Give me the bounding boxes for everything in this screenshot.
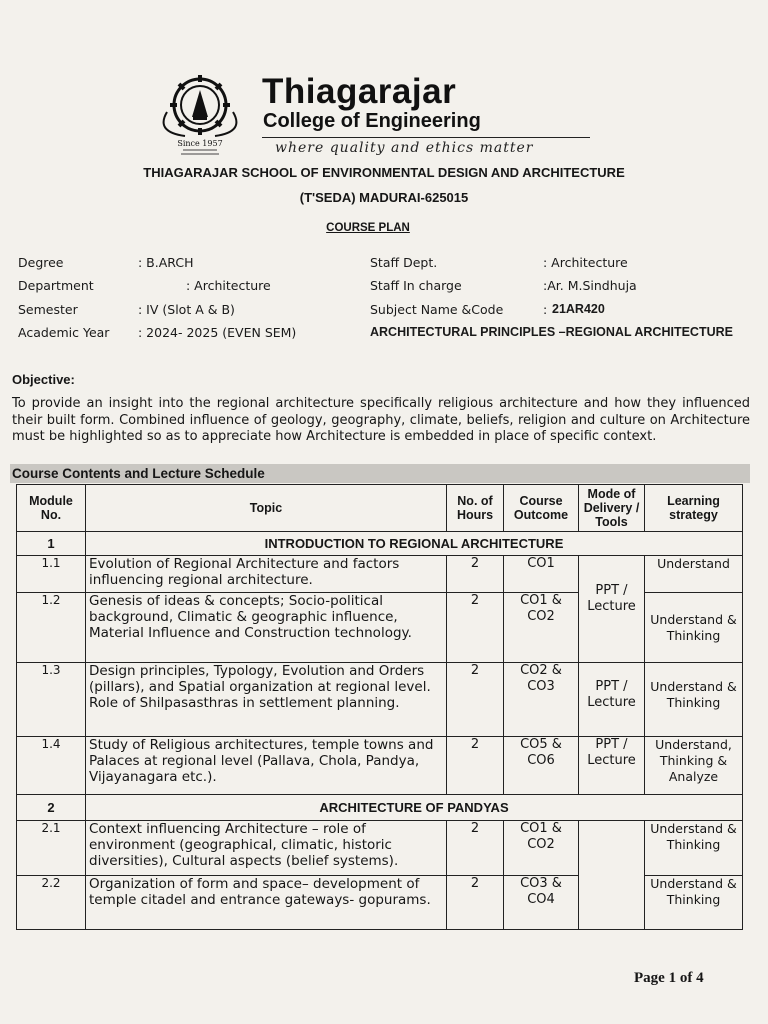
row-hours: 2 [447,663,504,737]
school-name: THIAGARAJAR SCHOOL OF ENVIRONMENTAL DESIGN AND ARCHITECTURE [143,165,625,180]
lecture-schedule-table [16,484,743,930]
college-subtitle: College of Engineering [263,110,481,132]
row-topic: Evolution of Regional Architecture and factors influencing regional architecture. [86,556,447,593]
department-value: : Architecture [186,278,271,293]
row-hours: 2 [447,876,504,930]
row-number: 2.1 [17,821,86,876]
row-delivery: PPT / Lecture [579,556,645,663]
page-title: COURSE PLAN [326,222,410,234]
row-hours: 2 [447,821,504,876]
row-number: 1.1 [17,556,86,593]
staff-incharge-value: :Ar. M.Sindhuja [543,278,637,293]
subject-label: Subject Name &Code [370,302,504,317]
college-tagline: where quality and ethics matter [275,140,534,156]
row-delivery: PPT / Lecture [579,737,645,795]
page-number: Page 1 of 4 [634,970,704,986]
table-row [17,821,743,876]
header-outcome: Course Outcome [504,485,579,532]
section-title: ARCHITECTURE OF PANDYAS [86,795,743,821]
objective-text: To provide an insight into the regional architecture specifically religious architecture and how they influenced their built form. Combined influence of geology, geography, climate, beliefs, religion and culture on Architecture must be highlighted so as to appreciate how Architecture is embedded in place of specific context. [12,396,750,444]
row-strategy: Understand & Thinking [645,876,743,930]
staff-dept-value: : Architecture [543,255,628,270]
table-row [17,737,743,795]
row-delivery-empty [579,821,645,930]
row-strategy: Understand & Thinking [645,593,743,663]
row-outcome: CO1 [504,556,579,593]
row-outcome: CO3 & CO4 [504,876,579,930]
row-hours: 2 [447,556,504,593]
staff-incharge-label: Staff In charge [370,278,462,293]
row-number: 1.4 [17,737,86,795]
row-outcome: CO1 & CO2 [504,593,579,663]
department-label: Department [18,278,94,293]
objective-title: Objective: [12,372,75,387]
degree-value: : B.ARCH [138,255,194,270]
row-strategy: Understand & Thinking [645,663,743,737]
table-row [17,556,743,593]
brand-divider [262,137,590,138]
academic-year-label: Academic Year [18,325,110,340]
table-row [17,663,743,737]
since-label: Since 1957 [177,139,223,148]
row-topic: Study of Religious architectures, temple towns and Palaces at regional level (Pallava, Chola, Pandya, Vijayanagara etc.). [86,737,447,795]
section-row [17,795,743,821]
row-topic: Context influencing Architecture – role of environment (geographical, climatic, historic diversities), Cultural aspects (belief systems). [86,821,447,876]
row-strategy: Understand & Thinking [645,821,743,876]
section-row [17,532,743,556]
row-topic: Genesis of ideas & concepts; Socio-political background, Climatic & geographic influence, Material Influence and Construction technology. [86,593,447,663]
subject-name: ARCHITECTURAL PRINCIPLES –REGIONAL ARCHITECTURE [370,325,733,339]
row-hours: 2 [447,593,504,663]
row-number: 1.3 [17,663,86,737]
college-logo-icon [155,72,250,162]
contents-title: Course Contents and Lecture Schedule [12,466,265,481]
college-name: Thiagarajar [262,72,457,111]
school-address: (T'SEDA) MADURAI-625015 [299,190,469,205]
row-outcome: CO1 & CO2 [504,821,579,876]
header-delivery: Mode of Delivery / Tools [579,485,645,532]
section-number: 1 [17,532,86,556]
row-topic: Design principles, Typology, Evolution and Orders (pillars), and Spatial organization at regional level. Role of Shilpasasthras in settlement planning. [86,663,447,737]
row-strategy: Understand [645,556,743,593]
row-number: 1.2 [17,593,86,663]
row-delivery: PPT / Lecture [579,663,645,737]
staff-dept-label: Staff Dept. [370,255,438,270]
academic-year-value: : 2024- 2025 (EVEN SEM) [138,325,297,340]
row-hours: 2 [447,737,504,795]
subject-code: 21AR420 [552,302,605,316]
subject-code-prefix: : [543,302,548,317]
row-strategy: Understand, Thinking & Analyze [645,737,743,795]
table-header-row [17,485,743,532]
row-topic: Organization of form and space– development of temple citadel and entrance gateways- gopurams. [86,876,447,930]
header-topic: Topic [86,485,447,532]
header-strategy: Learning strategy [645,485,743,532]
section-number: 2 [17,795,86,821]
row-number: 2.2 [17,876,86,930]
degree-label: Degree [18,255,64,270]
row-outcome: CO2 & CO3 [504,663,579,737]
row-outcome: CO5 & CO6 [504,737,579,795]
semester-value: : IV (Slot A & B) [138,302,235,317]
semester-label: Semester [18,302,78,317]
header-module: Module No. [17,485,86,532]
header-hours: No. of Hours [447,485,504,532]
section-title: INTRODUCTION TO REGIONAL ARCHITECTURE [86,532,743,556]
